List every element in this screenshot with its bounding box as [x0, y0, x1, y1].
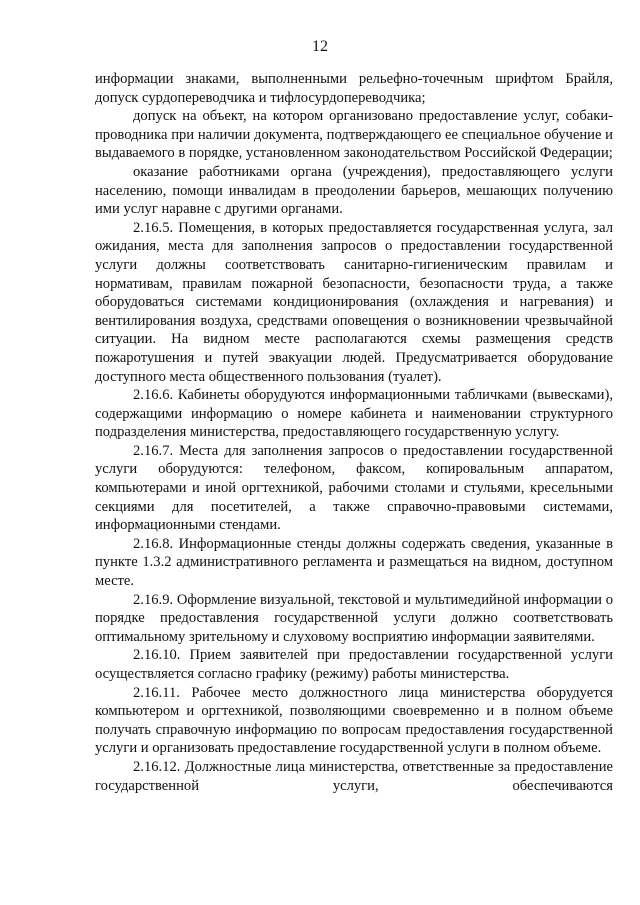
paragraph-2-16-5: 2.16.5. Помещения, в которых предоставляется государственная услуга, зал ожидания, места для заполнения запросов о предоставлении государственной услуги должны соответствовать санитарно-гигиеническим правилам и нормативам, правилам пожарной безопасности, безопасности труда, а также оборудоваться системами кондиционирования (охлаждения и нагревания) и вентилирования воздуха, средствами оповещения о возникновении чрезвычайной ситуации. На видном месте располагаются схемы размещения средств пожаротушения и путей эвакуации людей. Предусматривается оборудование доступного места общественного пользования (туалет).	[95, 219, 613, 385]
document-body	[95, 70, 613, 795]
paragraph-2-16-7: 2.16.7. Места для заполнения запросов о предоставлении государственной услуги оборудуются: телефоном, факсом, копировальным аппаратом, компьютерами и иной оргтехникой, рабочими столами и стульями, кресельными секциями для посетителей, а также справочно-правовыми системами, информационными стендами.	[95, 442, 613, 534]
page-number: 12	[312, 38, 328, 55]
paragraph-2-16-12: 2.16.12. Должностные лица министерства, ответственные за предоставление государственной услуги, обеспечиваются	[95, 758, 613, 794]
paragraph-guide-dog: допуск на объект, на котором организовано предоставление услуг, собаки-проводника при наличии документа, подтверждающего ее специальное обучение и выдаваемого в порядке, установленном законодательством Российской Федерации;	[95, 108, 613, 162]
paragraph-2-16-11: 2.16.11. Рабочее место должностного лица министерства оборудуется компьютером и оргтехникой, позволяющими своевременно и в полном объеме получать справочную информацию по вопросам предоставления государственной услуги и организовать предоставление государственной услуги в полном объеме.	[95, 684, 613, 757]
paragraph-2-16-8: 2.16.8. Информационные стенды должны содержать сведения, указанные в пункте 1.3.2 административного регламента и размещаться на видном, доступном месте.	[95, 535, 613, 590]
paragraph-staff-assistance: оказание работниками органа (учреждения), предоставляющего услуги населению, помощи инвалидам в преодолении барьеров, мешающих получению ими услуг наравне с другими органами.	[95, 163, 613, 218]
paragraph-2-16-10: 2.16.10. Прием заявителей при предоставлении государственной услуги осуществляется согласно графику (режиму) работы министерства.	[95, 647, 613, 682]
paragraph-2-16-9: 2.16.9. Оформление визуальной, текстовой и мультимедийной информации о порядке предоставления государственной услуги должно соответствовать оптимальному зрительному и слуховому восприятию информации заявителями.	[95, 591, 613, 645]
paragraph-braille-continuation: информации знаками, выполненными рельефно-точечным шрифтом Брайля, допуск сурдопереводчика и тифлосурдопереводчика;	[95, 71, 613, 106]
paragraph-2-16-6: 2.16.6. Кабинеты оборудуются информационными табличками (вывесками), содержащими информацию о номере кабинета и наименовании структурного подразделения министерства, предоставляющего государственную услугу.	[95, 387, 613, 441]
